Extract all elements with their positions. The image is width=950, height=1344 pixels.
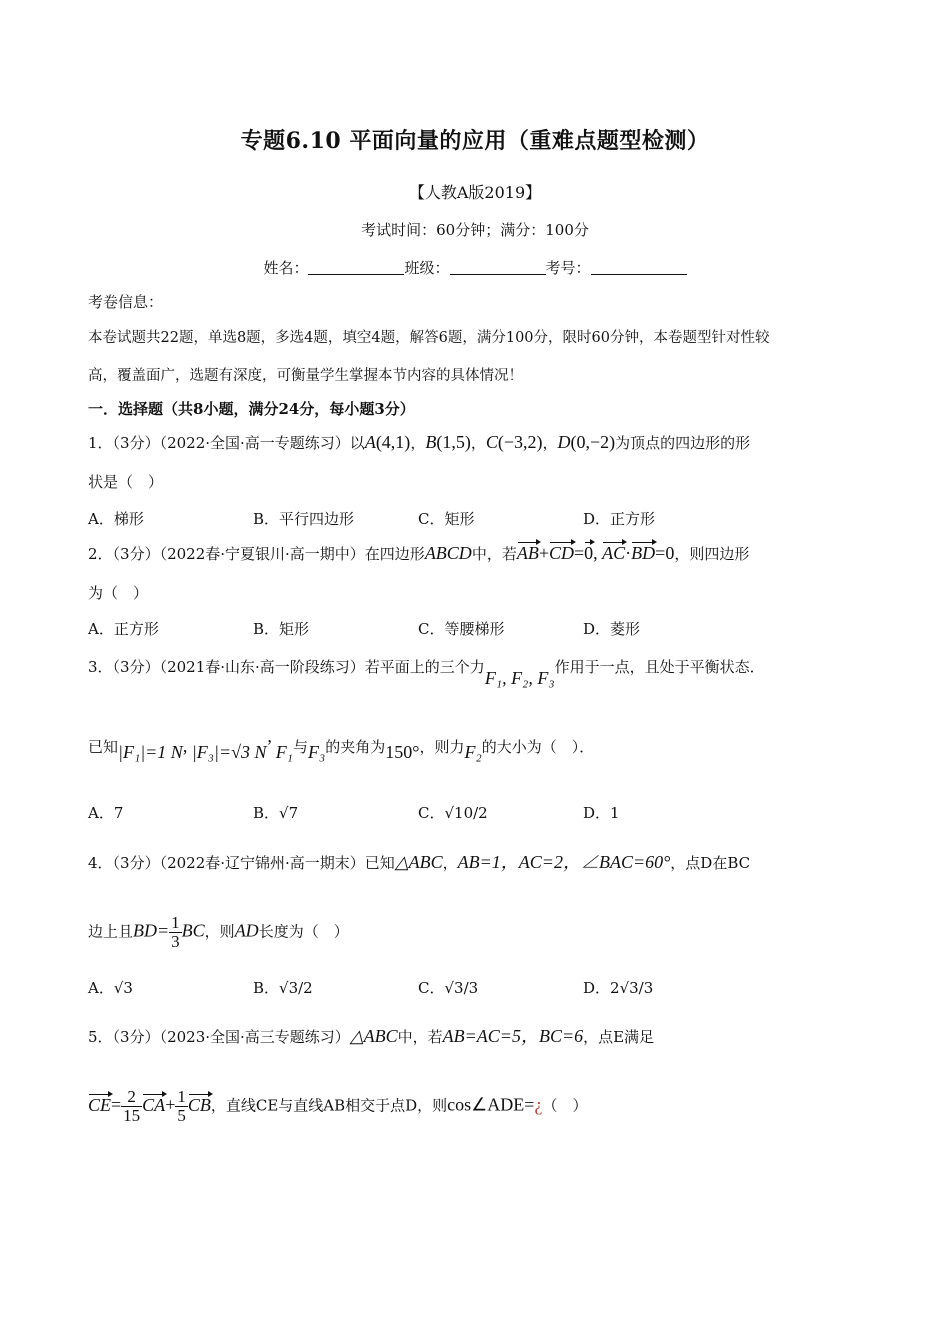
q2-option-c[interactable]: C．等腰梯形: [418, 620, 505, 638]
intro-line-1: 本卷试题共22题，单选8题，多选4题，填空4题，解答6题，满分100分，限时60分钟，本卷题型针对性较: [88, 330, 770, 346]
q1-option-d[interactable]: D．正方形: [583, 510, 656, 528]
q4-option-d[interactable]: D．2√3/3: [583, 979, 654, 997]
exam-info: 考试时间：60分钟；满分：100分: [361, 221, 589, 239]
question-1-line-1: 1．（3分）（2022·全国·高一专题练习）以A(4,1)，B(1,5)，C(−3,2)，D(0,−2)为顶点的四边形的形: [88, 432, 751, 452]
class-label: 班级：: [404, 259, 450, 277]
question-5-line-2: CE= $\frac{2}{15}$ CA+ $\frac{1}{5}$ CB，直线CE与直线AB相交于点D，则cos∠ADE=¿（ ）: [88, 1087, 588, 1125]
question-2-line-1: 2．（3分）（2022春·宁夏银川·高一期中）在四边形ABCD中，若AB+CD=0, AC·BD=0，则四边形: [88, 543, 750, 563]
q3-option-a[interactable]: A．7: [88, 804, 124, 822]
class-blank: [450, 260, 546, 275]
page-title: 专题6.10 平面向量的应用（重难点题型检测）: [240, 128, 710, 154]
question-4-line-2: 边上且BD= $\frac{1}{3}$ BC，则AD长度为（ ）: [88, 913, 349, 951]
intro-heading: 考卷信息：: [88, 293, 164, 311]
q2-option-a[interactable]: A．正方形: [88, 620, 159, 638]
question-2-line-2: 为（ ）: [88, 584, 149, 602]
name-blank: [308, 260, 404, 275]
intro-line-2: 高，覆盖面广，选题有深度，可衡量学生掌握本节内容的具体情况！: [88, 368, 523, 384]
q1-option-a[interactable]: A．梯形: [88, 510, 144, 528]
q2-option-b[interactable]: B．矩形: [253, 620, 310, 638]
q3-option-c[interactable]: C．√10/2: [418, 804, 488, 822]
id-blank: [591, 260, 687, 275]
student-info-row: [0, 257, 950, 278]
q4-fraction: $\frac{1}{3}$: [171, 913, 180, 951]
q2-option-d[interactable]: D．菱形: [583, 620, 641, 638]
q5-fraction-1: $\frac{2}{15}$: [123, 1087, 141, 1125]
q1-option-c[interactable]: C．矩形: [418, 510, 475, 528]
question-4-line-1: 4．（3分）（2022春·辽宁锦州·高一期末）已知△ABC，AB=1，AC=2，∠BAC=60°，点D在BC: [88, 852, 751, 872]
question-3-line-1: 3．（3分）（2021春·山东·高一阶段练习）若平面上的三个力F₁, F₂, F₃作用于一点，且处于平衡状态．: [88, 658, 765, 688]
q1-option-b[interactable]: B．平行四边形: [253, 510, 355, 528]
id-label: 考号：: [545, 259, 591, 277]
q5-fraction-2: $\frac{1}{5}$: [177, 1087, 186, 1125]
q3-option-d[interactable]: D．1: [583, 804, 620, 822]
q4-option-c[interactable]: C．√3/3: [418, 979, 479, 997]
q4-option-a[interactable]: A．√3: [88, 979, 133, 997]
question-5-line-1: 5．（3分）（2023·全国·高三专题练习）△ABC中，若AB=AC=5，BC=6，点E满足: [88, 1026, 655, 1046]
q3-option-b[interactable]: B．√7: [253, 804, 299, 822]
q4-option-b[interactable]: B．√3/2: [253, 979, 313, 997]
question-1-line-2: 状是（ ）: [88, 473, 164, 491]
edition-label: 【人教A版2019】: [408, 183, 542, 202]
question-3-line-2: 已知|F₁|=1 N, |F₃|=√3 N’ F₁与F₃的夹角为150°，则力F₂的大小为（ ）．: [88, 736, 595, 762]
name-label: 姓名：: [263, 259, 309, 277]
section-title: 一．选择题（共8小题，满分24分，每小题3分）: [88, 400, 415, 418]
